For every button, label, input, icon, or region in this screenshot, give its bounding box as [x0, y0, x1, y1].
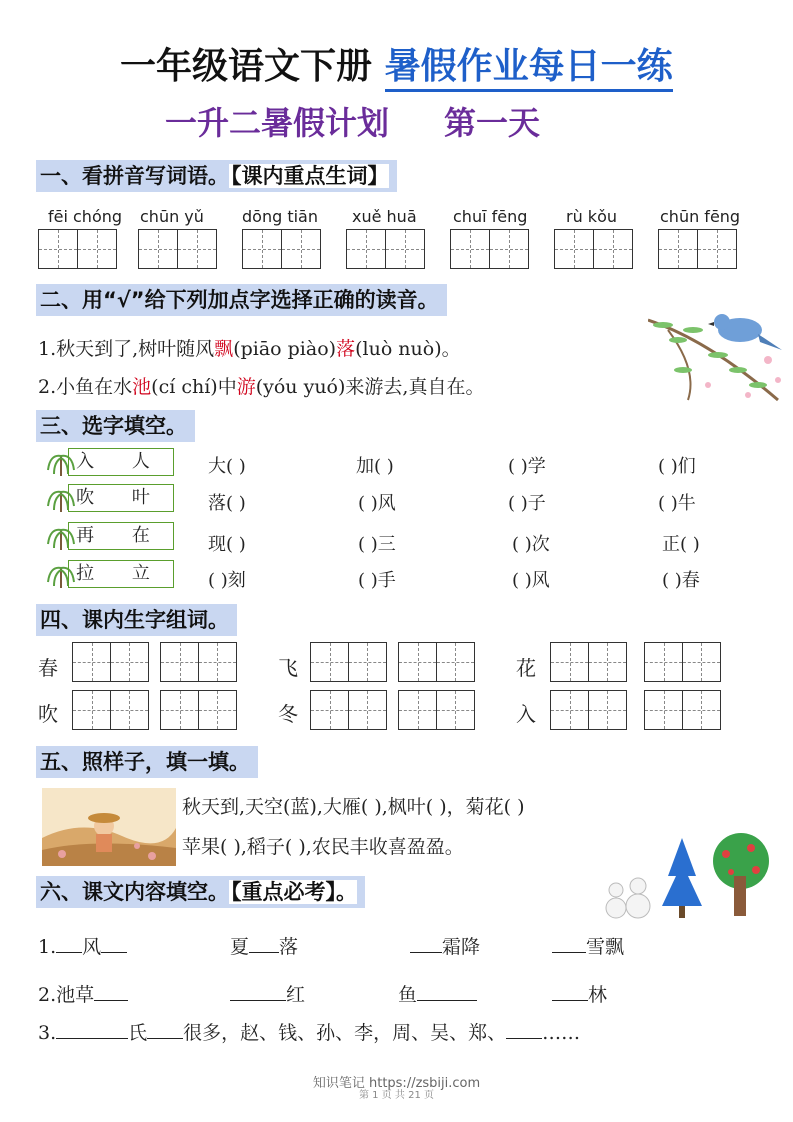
section-2-title: 二、用“√”给下列加点字选择正确的读音。	[36, 284, 447, 316]
word-grid[interactable]	[160, 642, 235, 682]
tianzi-grid[interactable]	[554, 229, 631, 269]
fill-line-1c[interactable]: 霜降	[410, 932, 480, 959]
bird-branch-illustration	[648, 300, 788, 410]
fill-blank[interactable]: ( )牛	[658, 493, 696, 514]
word-grid[interactable]	[160, 690, 235, 730]
pinyin-6: rù kǒu	[566, 207, 617, 226]
fill-line-1b[interactable]: 夏 落	[230, 936, 299, 958]
fill-blank[interactable]: 大( )	[208, 456, 246, 477]
tianzi-grid[interactable]	[658, 229, 735, 269]
fill-blank[interactable]: 落( )	[208, 493, 246, 514]
question-2-2: 2.小鱼在水池(cí chí)中游(yóu yuó)来游去,真自在。	[38, 376, 485, 398]
char-label: 春	[38, 656, 58, 680]
pinyin-2: chūn yǔ	[140, 207, 204, 226]
fill-blank[interactable]: ( )次	[512, 534, 550, 555]
char-label: 入	[516, 702, 536, 726]
fill-line-1[interactable]: 1. 风	[38, 932, 127, 959]
page-subtitle: 一升二暑假计划 第一天	[165, 104, 541, 142]
page-title: 一年级语文下册 暑假作业每日一练	[120, 38, 673, 89]
word-grid[interactable]	[644, 642, 719, 682]
tianzi-grid[interactable]	[138, 229, 215, 269]
fill-blank[interactable]: 正( )	[662, 534, 700, 555]
word-grid[interactable]	[550, 642, 625, 682]
fill-blank[interactable]: 现( )	[208, 534, 246, 555]
pattern-line-2[interactable]: 苹果( ),稻子( ),农民丰收喜盈盈。	[182, 836, 464, 858]
section-3-title: 三、选字填空。	[36, 410, 195, 442]
fill-blank[interactable]: ( )三	[358, 534, 396, 555]
fill-blank[interactable]: ( )春	[662, 570, 700, 591]
fill-blank[interactable]: ( )风	[358, 493, 396, 514]
word-grid[interactable]	[644, 690, 719, 730]
fill-blank[interactable]: ( )风	[512, 570, 550, 591]
section-4-title: 四、课内生字组词。	[36, 604, 237, 636]
fill-blank[interactable]: ( )手	[358, 570, 396, 591]
fill-blank[interactable]: 加( )	[356, 456, 394, 477]
page-number: 第 1 页 共 21 页	[359, 1090, 434, 1101]
word-choice-box: 拉 立	[68, 560, 174, 588]
day-label: 第一天	[444, 104, 541, 142]
pattern-line-1[interactable]: 秋天到,天空(蓝),大雁( ),枫叶( )，菊花( )	[182, 796, 525, 818]
fill-line-2[interactable]: 2.池草	[38, 980, 128, 1007]
fill-blank[interactable]: ( )学	[508, 456, 546, 477]
section-1-title: 一、看拼音写词语。【课内重点生词】	[36, 160, 397, 192]
pinyin-1: fēi chóng	[48, 207, 123, 226]
winter-trees-illustration	[596, 826, 776, 926]
fill-line-3[interactable]: 3. 氏 很多，赵、钱、孙、李，周、吴、郑、 ……	[38, 1022, 581, 1044]
word-grid[interactable]	[550, 690, 625, 730]
pinyin-4: xuě huā	[352, 207, 417, 226]
char-label: 冬	[278, 702, 298, 726]
word-grid[interactable]	[72, 642, 147, 682]
fill-line-2d[interactable]: 林	[552, 980, 607, 1007]
word-choice-box: 再 在	[68, 522, 174, 550]
word-grid[interactable]	[310, 690, 385, 730]
pinyin-5: chuī fēng	[453, 207, 528, 226]
tianzi-grid[interactable]	[346, 229, 423, 269]
pinyin-7: chūn fēng	[660, 207, 741, 226]
word-grid[interactable]	[72, 690, 147, 730]
footer-watermark: 知识笔记 https://zsbiji.com	[312, 1076, 481, 1091]
pinyin-3: dōng tiān	[242, 207, 318, 226]
word-grid[interactable]	[398, 690, 473, 730]
fill-line-2b[interactable]: 红	[230, 980, 305, 1007]
word-grid[interactable]	[310, 642, 385, 682]
char-label: 吹	[38, 702, 58, 726]
tianzi-grid[interactable]	[38, 229, 115, 269]
tianzi-grid[interactable]	[242, 229, 319, 269]
word-choice-box: 入 人	[68, 448, 174, 476]
word-choice-box: 吹 叶	[68, 484, 174, 512]
char-label: 花	[516, 656, 536, 680]
fill-blank[interactable]: ( )们	[658, 456, 696, 477]
fill-line-2c[interactable]: 鱼	[398, 980, 477, 1007]
tianzi-grid[interactable]	[450, 229, 527, 269]
question-2-1: 1.秋天到了,树叶随风飘(piāo piào)落(luò nuò)。	[38, 338, 461, 360]
page-title-highlight: 暑假作业每日一练	[385, 46, 673, 92]
fill-blank[interactable]: ( )刻	[208, 570, 246, 591]
char-label: 飞	[278, 656, 298, 680]
section-6-title: 六、课文内容填空。【重点必考】。	[36, 876, 365, 908]
section-5-title: 五、照样子，填一填。	[36, 746, 258, 778]
fill-line-1d[interactable]: 雪飘	[552, 932, 624, 959]
harvest-illustration	[42, 788, 176, 866]
fill-blank[interactable]: ( )子	[508, 493, 546, 514]
word-grid[interactable]	[398, 642, 473, 682]
